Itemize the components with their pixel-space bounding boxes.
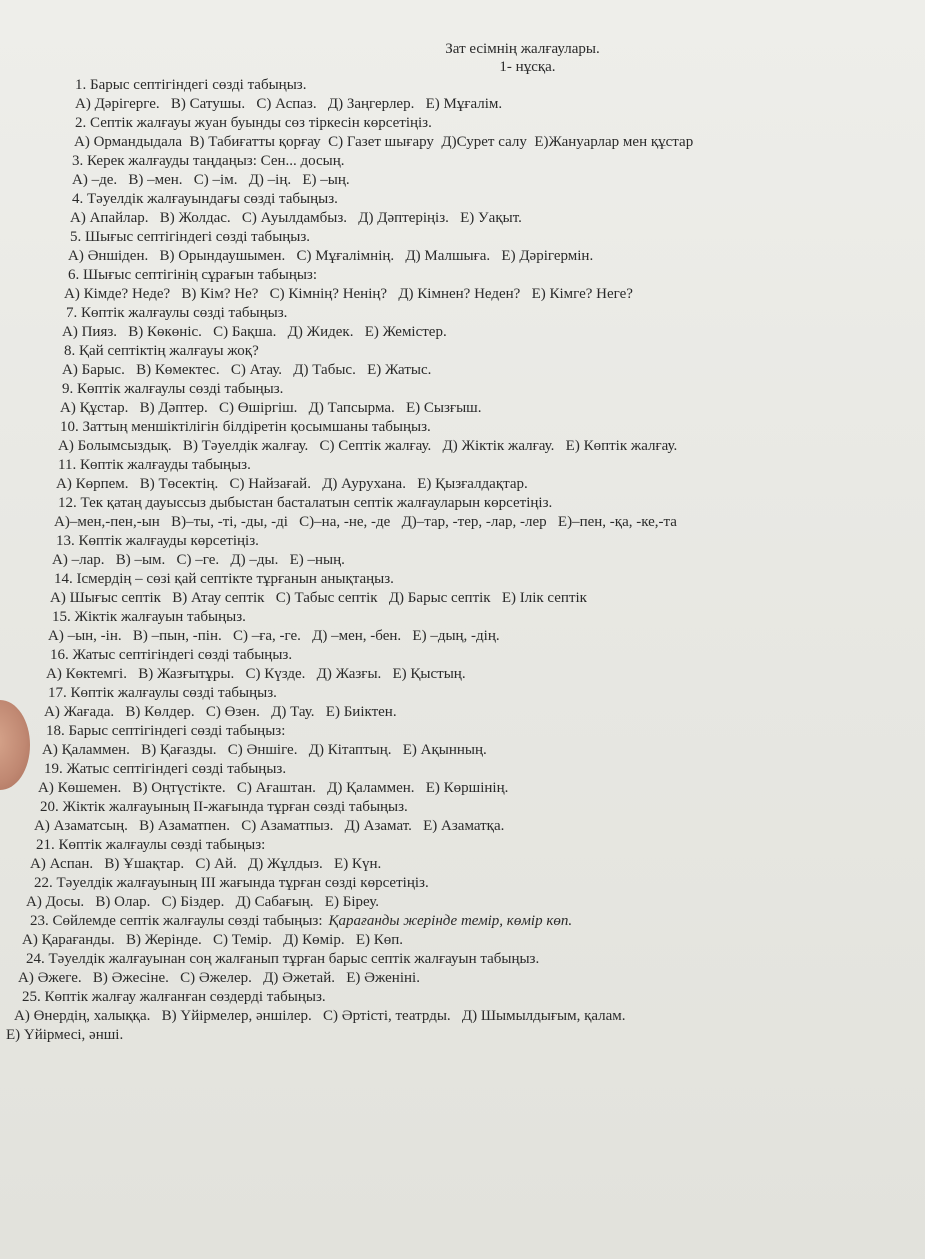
question-label: 8. Қай септіктің жалғауы жоқ? [64,343,259,359]
question-text [0,76,925,95]
answer-options: А) Кімде? Неде? В) Кім? Не? С) Кімнің? Ненің? Д) Кімнен? Неден? Е) Кімге? Неге? [64,286,633,302]
answer-options: А)–мен,-пен,-ын В)–ты, -ті, -ды, -ді С)–на, -не, -де Д)–тар, -тер, -лар, -лер Е)–пен, -қа, -ке,-та [54,514,677,530]
question-text [0,874,925,893]
question-label: 7. Көптік жалғаулы сөзді табыңыз. [66,305,288,321]
question-text [0,494,925,513]
question-text [0,342,925,361]
question-text [0,722,925,741]
question-sentence: Қарағанды жерінде темір, көмір көп. [328,913,573,929]
question-label: 24. Тәуелдік жалғауынан соң жалғанып тұрған барыс септік жалғауын табыңыз. [26,951,540,967]
answer-options: А) Көшемен. В) Оңтүстікте. С) Ағаштан. Д) Қаламмен. Е) Көршінің. [38,780,509,796]
answer-options: А) Барыс. В) Көмектес. С) Атау. Д) Табыс. Е) Жатыс. [62,362,432,378]
answer-options: А) Пияз. В) Көкөніс. С) Бақша. Д) Жидек. Е) Жемістер. [62,324,447,340]
question-text [0,988,925,1007]
question-label: 18. Барыс септігіндегі сөзді табыңыз: [46,723,286,739]
question-text [0,646,925,665]
question-label: 2. Септік жалғауы жуан буынды сөз тіркесін көрсетіңіз. [75,115,432,131]
question-text [0,380,925,399]
question-label: 6. Шығыс септігінің сұрағын табыңыз: [68,267,318,283]
question-text [0,304,925,323]
question-label: 5. Шығыс септігіндегі сөзді табыңыз. [70,229,311,245]
answer-options: А) Жағада. В) Көлдер. С) Өзен. Д) Тау. Е) Биіктен. [44,704,397,720]
question-text [0,532,925,551]
page-title: Зат есімнің жалғаулары. [445,41,600,57]
answer-options: А) Көрпем. В) Төсектің. С) Найзағай. Д) Аурухана. Е) Қызғалдақтар. [56,476,528,492]
answer-options: А) Көктемгі. В) Жазғытұры. С) Күзде. Д) Жазғы. Е) Қыстың. [46,666,466,682]
question-label: 17. Көптік жалғаулы сөзді табыңыз. [48,685,277,701]
question-label: 15. Жіктік жалғауын табыңыз. [52,609,246,625]
question-list [0,76,925,1045]
answer-options: А) –лар. В) –ым. С) –ге. Д) –ды. Е) –ның. [52,552,345,568]
question-text [0,228,925,247]
question-text [0,190,925,209]
question-label: 14. Ісмердің – сөзі қай септікте тұрғанын анықтаңыз. [54,571,394,587]
question-label: 10. Заттың меншіктілігін білдіретін қосымшаны табыңыз. [60,419,431,435]
question-text [0,570,925,589]
question-text [0,684,925,703]
answer-options: А) Азаматсың. В) Азаматпен. С) Азаматпыз. Д) Азамат. Е) Азаматқа. [34,818,505,834]
answer-options: А) Қаламмен. В) Қағазды. С) Әншіге. Д) Кітаптың. Е) Ақынның. [42,742,487,758]
question-label: 23. Сөйлемде септік жалғаулы сөзді табыңыз: [30,913,323,929]
question-text [0,418,925,437]
answer-options-continued: Е) Үйірмесі, әнші. [6,1027,124,1043]
answer-options: А) Әжеге. В) Әжесіне. С) Әжелер. Д) Әжетай. Е) Әженіні. [18,970,420,986]
question-text [0,760,925,779]
answer-options: А) Ормандыдала В) Табиғатты қорғау С) Газет шығару Д)Сурет салу Е)Жануарлар мен құстар [74,134,694,150]
answer-options: А) Болымсыздық. В) Тәуелдік жалғау. С) Септік жалғау. Д) Жіктік жалғау. Е) Көптік жалғау. [58,438,678,454]
question-label: 21. Көптік жалғаулы сөзді табыңыз: [36,837,266,853]
answer-options: А) Әншіден. В) Орындаушымен. С) Мұғалімнің. Д) Малшыға. Е) Дәрігермін. [68,248,594,264]
question-text [0,950,925,969]
question-label: 3. Керек жалғауды таңдаңыз: Сен... досың. [72,153,345,169]
question-label: 25. Көптік жалғау жалғанған сөздерді табыңыз. [22,989,326,1005]
question-label: 20. Жіктік жалғауының ІІ-жағында тұрған сөзді табыңыз. [40,799,408,815]
question-label: 13. Көптік жалғауды көрсетіңіз. [56,533,259,549]
worksheet [0,40,925,1045]
question-text [0,798,925,817]
answer-options: А) Шығыс септік В) Атау септік С) Табыс септік Д) Барыс септік Е) Ілік септік [50,590,587,606]
question-text [0,114,925,133]
answer-options: А) Дәрігерге. В) Сатушы. С) Аспаз. Д) Заңгерлер. Е) Мұғалім. [75,96,503,112]
question-label: 12. Тек қатаң дауыссыз дыбыстан басталатын септік жалғауларын көрсетіңіз. [58,495,553,511]
question-label: 22. Тәуелдік жалғауының ІІІ жағында тұрған сөзді көрсетіңіз. [34,875,429,891]
question-text [0,456,925,475]
question-label: 11. Көптік жалғауды табыңыз. [58,457,251,473]
question-text [0,912,925,931]
answer-options: А) Өнердің, халыққа. В) Үйірмелер, әншілер. С) Әртісті, театрды. Д) Шымылдығым, қалам. [14,1008,626,1024]
answer-options: А) –де. В) –мен. С) –ім. Д) –ің. Е) –ың. [72,172,350,188]
question-text [0,266,925,285]
answer-options: А) –ын, -ін. В) –пын, -пін. С) –ға, -ге. Д) –мен, -бен. Е) –дың, -дің. [48,628,500,644]
answer-options: А) Аспан. В) Ұшақтар. С) Ай. Д) Жұлдыз. Е) Күн. [30,856,382,872]
question-text [0,152,925,171]
question-label: 4. Тәуелдік жалғауындағы сөзді табыңыз. [72,191,338,207]
question-label: 16. Жатыс септігіндегі сөзді табыңыз. [50,647,293,663]
answer-options: А) Қарағанды. В) Жерінде. С) Темір. Д) Көмір. Е) Көп. [22,932,404,948]
question-label: 1. Барыс септігіндегі сөзді табыңыз. [75,77,307,93]
question-label: 9. Көптік жалғаулы сөзді табыңыз. [62,381,284,397]
variant-label: 1- нұсқа. [499,59,556,75]
question-text [0,836,925,855]
answer-options: А) Апайлар. В) Жолдас. С) Ауылдамбыз. Д) Дәптеріңіз. Е) Уақыт. [70,210,522,226]
question-label: 19. Жатыс септігіндегі сөзді табыңыз. [44,761,287,777]
answer-options: А) Құстар. В) Дәптер. С) Өшіргіш. Д) Тапсырма. Е) Сызғыш. [60,400,482,416]
answer-options: А) Досы. В) Олар. С) Біздер. Д) Сабағың. Е) Біреу. [26,894,380,910]
question-text [0,608,925,627]
